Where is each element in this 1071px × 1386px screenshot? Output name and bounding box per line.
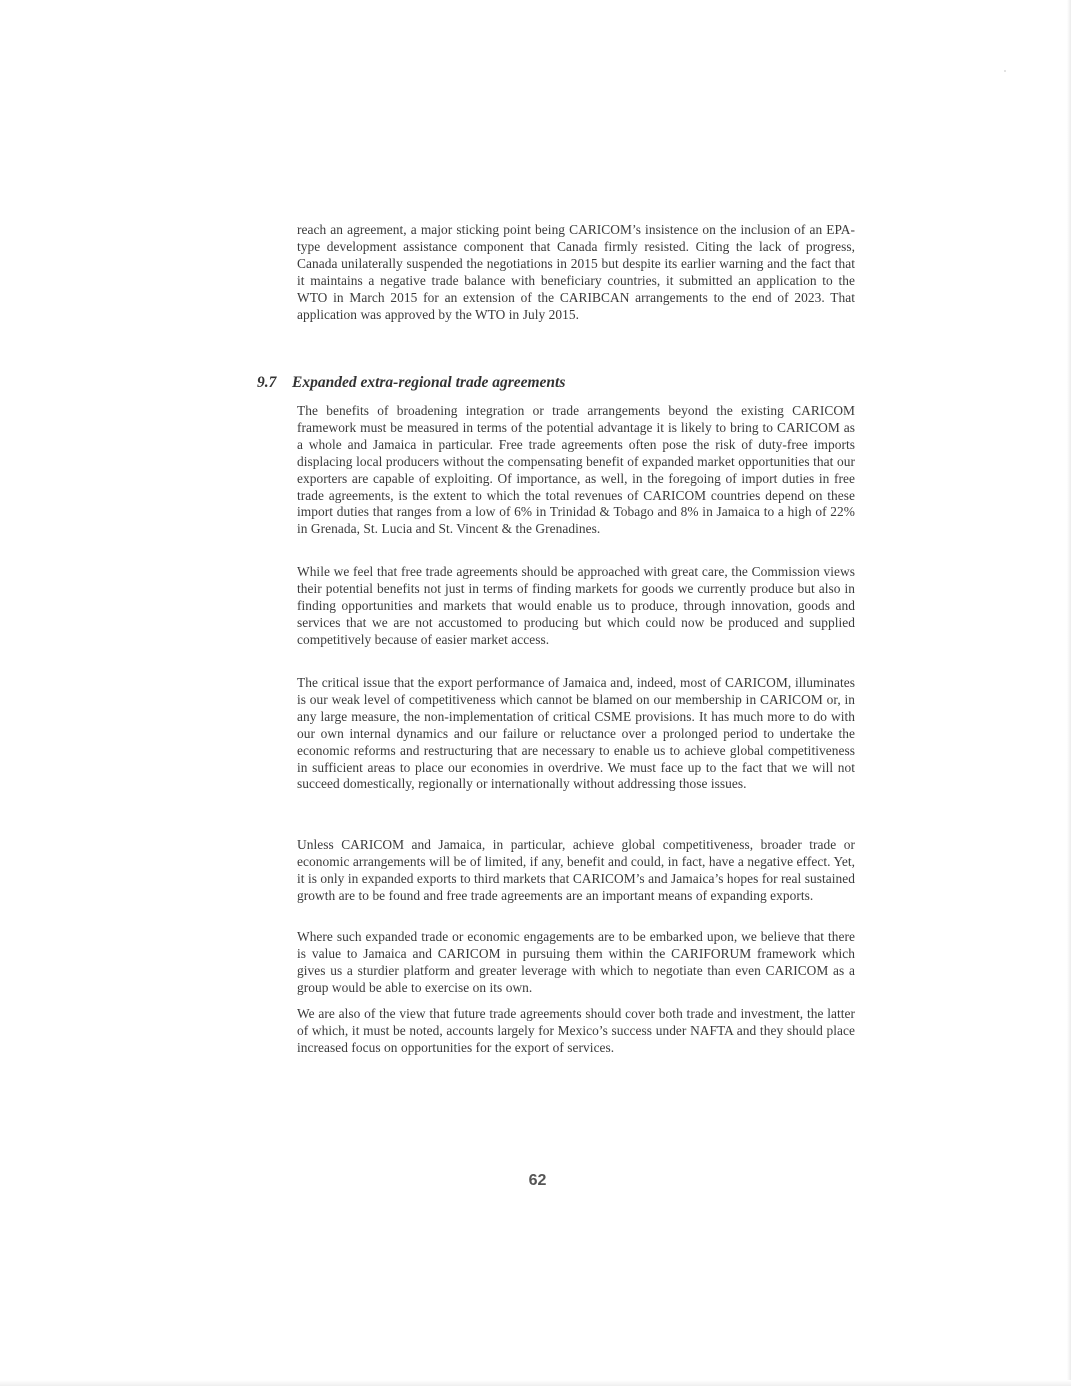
paragraph-continued: reach an agreement, a major sticking point being CARICOM’s insistence on the inclusion of an EPA-type development assistance component that Canada firmly resisted. Citing the lack of progress, Canada unilaterally suspended the negotiations in 2015 but despite its earlier warning and the fact that it maintains a negative trade balance with beneficiary countries, it submitted an application to the WTO in March 2015 for an extension of the CARIBCAN arrangements to the end of 2023. That application was approved by the WTO in July 2015.	[297, 222, 855, 322]
section-heading	[257, 374, 565, 392]
scan-speck	[1004, 70, 1006, 72]
section-number: 9.7	[257, 374, 277, 391]
scan-bottom-edge	[0, 1380, 1071, 1386]
paragraph: While we feel that free trade agreements should be approached with great care, the Commission views their potential benefits not just in terms of finding markets for goods we currently produce but also in finding opportunities and markets that would enable us to produce, through innovation, goods and services that we are not accustomed to producing but which could now be produced and supplied competitively because of easier market access.	[297, 564, 855, 647]
paragraph: Where such expanded trade or economic engagements are to be embarked upon, we believe that there is value to Jamaica and CARICOM in pursuing them within the CARIFORUM framework which gives us a sturdier platform and greater leverage with which to negotiate than even CARICOM as a group would be able to exercise on its own.	[297, 929, 855, 995]
paragraph: We are also of the view that future trade agreements should cover both trade and investment, the latter of which, it must be noted, accounts largely for Mexico’s success under NAFTA and they should place increased focus on opportunities for the export of services.	[297, 1006, 855, 1055]
paragraph: Unless CARICOM and Jamaica, in particular, achieve global competitiveness, broader trade or economic arrangements will be of limited, if any, benefit and could, in fact, have a negative effect. Yet, it is only in expanded exports to third markets that CARICOM’s and Jamaica’s hopes for real sustained growth are to be found and free trade agreements are an important means of expanding exports.	[297, 837, 855, 903]
paragraph: The benefits of broadening integration or trade arrangements beyond the existing CARICOM framework must be measured in terms of the potential advantage it is likely to bring to CARICOM as a whole and Jamaica in particular. Free trade agreements often pose the risk of duty-free imports displacing local producers without the compensating benefit of expanded market opportunities that our exporters are capable of exploiting. Of importance, as well, in the foregoing of import duties in free trade agreements, is the extent to which the total revenues of CARICOM countries depend on these import duties that ranges from a low of 6% in Trinidad & Tobago and 8% in Jamaica to a high of 22% in Grenada, St. Lucia and St. Vincent & the Grenadines.	[297, 403, 855, 537]
paragraph: The critical issue that the export performance of Jamaica and, indeed, most of CARICOM, illuminates is our weak level of competitiveness which cannot be blamed on our membership in CARICOM or, in any large measure, the non-implementation of critical CSME provisions. It has much more to do with our own internal dynamics and our failure or reluctance over a prolonged period to undertake the economic reforms and restructuring that are necessary to enable us to achieve global competitiveness in sufficient areas to place our economies in overdrive. We must face up to the fact that we will not succeed domestically, regionally or internationally without addressing those issues.	[297, 675, 855, 792]
section-title: Expanded extra-regional trade agreements	[292, 374, 566, 391]
scan-right-edge	[1067, 0, 1071, 1386]
page-number: 62	[528, 1172, 547, 1189]
